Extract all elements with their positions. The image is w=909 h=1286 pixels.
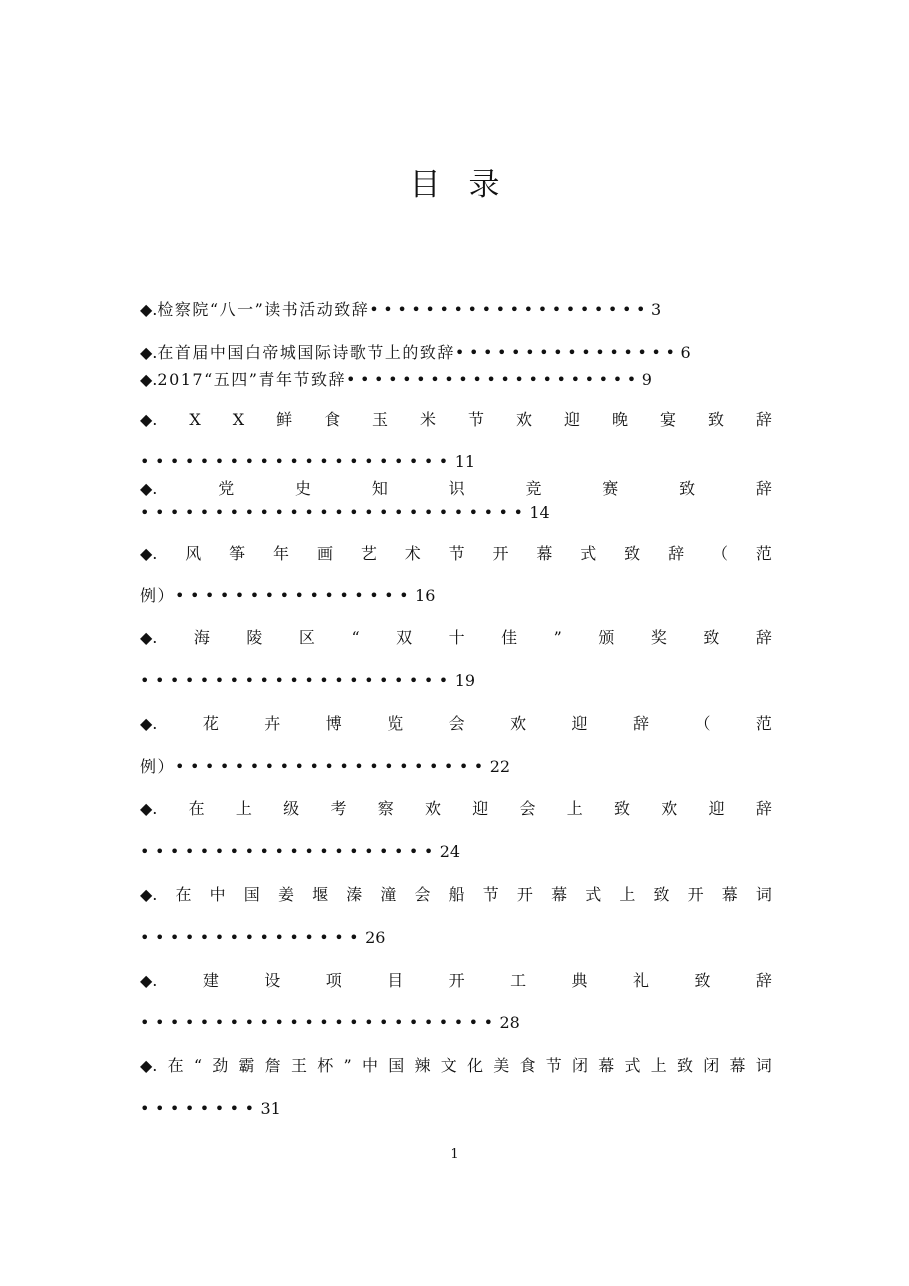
entry-title-char: 辞 — [755, 799, 772, 818]
entry-title-char: 开 — [448, 971, 465, 990]
entry-title-char: 美 — [493, 1056, 510, 1075]
entry-bullet: ◆. — [140, 544, 158, 563]
entry-bullet: ◆. — [140, 410, 158, 429]
toc-entry-continuation — [140, 670, 772, 692]
entry-title-char: 船 — [448, 885, 465, 904]
entry-title-char: 目 — [387, 971, 404, 990]
entry-title-char: 溱 — [346, 885, 363, 904]
entry-title-char: 幕 — [536, 544, 553, 563]
entry-title-char: 工 — [510, 971, 527, 990]
entry-title: 2017“五四”青年节致辞 — [157, 370, 346, 389]
entry-title-char: 式 — [624, 1056, 641, 1075]
entry-page: 11 — [454, 452, 476, 471]
entry-title-char: 识 — [448, 479, 465, 498]
entry-title-char: 察 — [377, 799, 394, 818]
entry-title-char: 式 — [580, 544, 597, 563]
entry-title-char: 会 — [448, 714, 465, 733]
entry-title-char: 闭 — [571, 1056, 588, 1075]
entry-title-char: 致 — [703, 628, 720, 647]
entry-title-char: 中 — [209, 885, 226, 904]
entry-title-char: 节 — [448, 544, 465, 563]
entry-title-char: 开 — [516, 885, 533, 904]
entry-title-char: 辞 — [755, 971, 772, 990]
entry-title-char: 上 — [619, 885, 636, 904]
entry-title-char: 在 — [167, 1056, 184, 1075]
entry-title-char: 宴 — [659, 410, 676, 429]
entry-title-char: ” — [343, 1056, 352, 1075]
entry-title-char: 花 — [202, 714, 219, 733]
entry-title-char: 米 — [420, 410, 437, 429]
entry-title-char: 佳 — [501, 628, 518, 647]
entry-page: 24 — [439, 842, 461, 861]
entry-title-char: 幕 — [721, 885, 738, 904]
entry-title-char: 建 — [202, 971, 219, 990]
entry-title-char: 霸 — [238, 1056, 255, 1075]
entry-title-char: 迎 — [571, 714, 588, 733]
entry-page: 28 — [499, 1013, 520, 1032]
entry-title-char: 王 — [291, 1056, 308, 1075]
entry-title-char: 会 — [414, 885, 431, 904]
entry-page: 31 — [260, 1099, 281, 1118]
entry-title-char: 会 — [519, 799, 536, 818]
leader-dots: ••••••••••••••• — [140, 928, 365, 947]
entry-page: 9 — [641, 370, 652, 389]
toc-entry — [140, 369, 772, 391]
leader-dots: ••••••••••••••••••••• — [140, 671, 454, 690]
entry-bullet: ◆. — [140, 370, 158, 389]
entry-title-char: 上 — [566, 799, 583, 818]
toc-entry — [140, 627, 772, 649]
entry-bullet: ◆. — [140, 714, 158, 733]
toc-entry — [140, 342, 772, 364]
entry-title-char: 辣 — [414, 1056, 431, 1075]
entry-title-char: 卉 — [264, 714, 281, 733]
entry-title-char: 欢 — [424, 799, 441, 818]
entry-title-char: 节 — [545, 1056, 562, 1075]
entry-title-char: “ — [193, 1056, 203, 1075]
leader-dots: •••••••••••••••••••••••••• — [140, 503, 529, 522]
leader-dots: ••••••••••••••••••••• — [345, 370, 641, 389]
entry-title-char: 双 — [396, 628, 413, 647]
entry-title-char: 级 — [283, 799, 300, 818]
entry-title-char: 筝 — [229, 544, 246, 563]
entry-title-char: “ — [351, 628, 360, 647]
entry-title-char: 闭 — [703, 1056, 720, 1075]
entry-bullet: ◆. — [140, 343, 158, 362]
entry-title-char: 迎 — [472, 799, 489, 818]
entry-title-char: 考 — [330, 799, 347, 818]
entry-title-char: 堰 — [312, 885, 329, 904]
toc-entry-continuation — [140, 1012, 772, 1034]
entry-bullet: ◆. — [140, 479, 158, 498]
entry-title-char: 节 — [468, 410, 485, 429]
entry-title-char: 范 — [755, 714, 772, 733]
toc-entry — [140, 543, 772, 565]
entry-title-char: 上 — [650, 1056, 667, 1075]
entry-title-char: 幕 — [598, 1056, 615, 1075]
toc-entry-continuation — [140, 756, 772, 778]
entry-title-char: 党 — [218, 479, 235, 498]
entry-title-char: 词 — [755, 1056, 772, 1075]
entry-title-char: 范 — [755, 544, 772, 563]
entry-title-char: 致 — [624, 544, 641, 563]
entry-title-char: 国 — [243, 885, 260, 904]
entry-title-char: X — [232, 410, 245, 429]
leader-dots: •••••••••••••••••••• — [140, 842, 439, 861]
entry-title-char: 姜 — [277, 885, 294, 904]
entry-title-char: 国 — [388, 1056, 405, 1075]
entry-bullet: ◆. — [140, 1056, 158, 1075]
entry-title-char: 海 — [193, 628, 210, 647]
entry-title-char: 致 — [679, 479, 696, 498]
entry-title-char: 食 — [324, 410, 341, 429]
entry-title-char: 览 — [387, 714, 404, 733]
entry-title-char: 礼 — [633, 971, 650, 990]
entry-title-char: 幕 — [729, 1056, 746, 1075]
entry-title-char: 艺 — [360, 544, 377, 563]
entry-title-char: 区 — [298, 628, 315, 647]
entry-title-char: X — [189, 410, 201, 429]
leader-dots: ••••••••••••••••••••• — [140, 452, 454, 471]
entry-title-char: 术 — [404, 544, 421, 563]
entry-title-char: 食 — [519, 1056, 536, 1075]
entry-title-char: 辞 — [668, 544, 685, 563]
entry-title-char: 年 — [273, 544, 290, 563]
entry-title-char: 玉 — [372, 410, 389, 429]
entry-page: 3 — [651, 300, 662, 319]
toc-entry — [140, 884, 772, 906]
toc-entry-continuation — [140, 502, 772, 524]
entry-title-char: 中 — [361, 1056, 378, 1075]
entry-title-char: （ — [711, 544, 728, 563]
entry-title-char: ” — [553, 628, 562, 647]
entry-title-char: 在 — [175, 885, 192, 904]
entry-title-char: 迎 — [563, 410, 580, 429]
toc-entry — [140, 1055, 772, 1077]
entry-title: 检察院“八一”读书活动致辞 — [157, 300, 370, 319]
toc-entry — [140, 798, 772, 820]
entry-bullet: ◆. — [140, 971, 158, 990]
leader-dots: •••••••••••••••••••••••• — [140, 1013, 499, 1032]
entry-title-char: 欢 — [661, 799, 678, 818]
entry-title-char: 颁 — [598, 628, 615, 647]
entry-title-char: 史 — [295, 479, 312, 498]
toc-entry — [140, 478, 772, 500]
entry-title-char: 幕 — [551, 885, 568, 904]
entry-bullet: ◆. — [140, 885, 158, 904]
entry-title-char: 致 — [694, 971, 711, 990]
toc-entry — [140, 970, 772, 992]
entry-title-char: 竞 — [525, 479, 542, 498]
entry-title-char: 迎 — [708, 799, 725, 818]
entry-title-char: 开 — [687, 885, 704, 904]
entry-bullet: ◆. — [140, 300, 158, 319]
entry-title-char: 辞 — [755, 628, 772, 647]
entry-title-char: 文 — [440, 1056, 457, 1075]
entry-title-char: 风 — [185, 544, 202, 563]
entry-title-char: 辞 — [633, 714, 650, 733]
entry-title-char: 奖 — [650, 628, 667, 647]
entry-title-char: 词 — [755, 885, 772, 904]
entry-title-char: 节 — [482, 885, 499, 904]
entry-title-char: 鲜 — [276, 410, 293, 429]
entry-title-tail: 例） — [140, 586, 176, 605]
entry-title: 在首届中国白帝城国际诗歌节上的致辞 — [157, 343, 455, 362]
entry-title-char: 致 — [676, 1056, 693, 1075]
toc-entry-continuation — [140, 841, 772, 863]
entry-bullet: ◆. — [140, 628, 158, 647]
toc-entry-continuation — [140, 585, 772, 607]
entry-page: 6 — [680, 343, 691, 362]
toc-entry-continuation — [140, 451, 772, 473]
entry-title-char: 杯 — [317, 1056, 334, 1075]
entry-title-char: 欢 — [510, 714, 527, 733]
toc-entry-continuation — [140, 1098, 772, 1120]
entry-title-char: 欢 — [516, 410, 533, 429]
entry-title-char: 辞 — [755, 410, 772, 429]
entry-title-char: 致 — [707, 410, 724, 429]
entry-title-tail: 例） — [140, 757, 176, 776]
entry-page: 16 — [415, 586, 436, 605]
entry-title-char: 致 — [614, 799, 631, 818]
entry-title-char: 上 — [235, 799, 252, 818]
entry-title-char: 项 — [325, 971, 342, 990]
toc-entry — [140, 299, 772, 321]
entry-page: 26 — [365, 928, 386, 947]
leader-dots: •••••••••••••••• — [454, 343, 680, 362]
entry-title-char: 开 — [492, 544, 509, 563]
entry-page: 14 — [529, 503, 550, 522]
leader-dots: •••••••• — [140, 1099, 260, 1118]
entry-title-char: 典 — [571, 971, 588, 990]
entry-title-char: 赛 — [602, 479, 619, 498]
entry-title-char: 陵 — [246, 628, 263, 647]
entry-page: 22 — [489, 757, 511, 776]
leader-dots: ••••••••••••••••••••• — [175, 757, 489, 776]
toc-entry — [140, 713, 772, 735]
entry-title-char: 博 — [325, 714, 342, 733]
entry-title-char: 画 — [316, 544, 333, 563]
leader-dots: •••••••••••••••• — [175, 586, 415, 605]
page-title: 目录 — [409, 167, 528, 203]
toc-entry-continuation — [140, 927, 772, 949]
entry-title-char: 詹 — [264, 1056, 281, 1075]
toc-entry — [140, 409, 772, 431]
entry-title-char: 知 — [371, 479, 388, 498]
leader-dots: •••••••••••••••••••• — [369, 300, 651, 319]
entry-title-char: 在 — [188, 799, 205, 818]
entry-title-char: 化 — [466, 1056, 483, 1075]
entry-bullet: ◆. — [140, 799, 158, 818]
entry-title-char: 致 — [653, 885, 670, 904]
entry-title-char: 辞 — [755, 479, 772, 498]
entry-title-char: 式 — [585, 885, 602, 904]
entry-title-char: 晚 — [611, 410, 628, 429]
entry-title-char: （ — [694, 714, 711, 733]
entry-page: 19 — [454, 671, 476, 690]
page-number: 1 — [450, 1147, 459, 1162]
entry-title-char: 劲 — [212, 1056, 229, 1075]
entry-title-char: 十 — [448, 628, 465, 647]
entry-title-char: 设 — [264, 971, 281, 990]
entry-title-char: 潼 — [380, 885, 397, 904]
